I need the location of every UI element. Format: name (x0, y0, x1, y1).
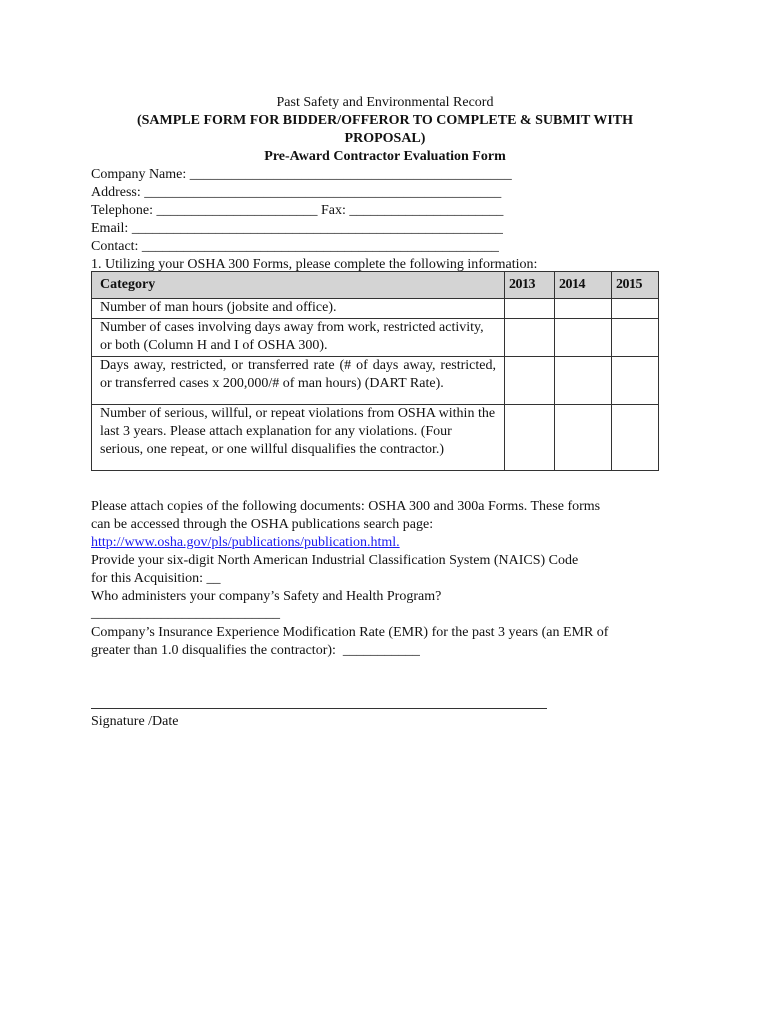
email-field[interactable]: Email: _____________________________________________________ (91, 221, 503, 236)
naics-prompt-line2[interactable]: for this Acquisition: __ (91, 571, 221, 586)
safety-program-question: Who administers your company’s Safety and Health Program? (91, 589, 442, 604)
contact-field[interactable]: Contact: ___________________________________________________ (91, 239, 499, 254)
table-row (92, 357, 659, 405)
osha-table (91, 271, 659, 471)
cell-input-2013[interactable] (505, 319, 555, 357)
cell-input-2014[interactable] (555, 299, 612, 319)
cell-input-2015[interactable] (612, 299, 659, 319)
header-2015: 2015 (612, 272, 659, 299)
question-1: 1. Utilizing your OSHA 300 Forms, please complete the following information: (91, 257, 538, 272)
table-row (92, 319, 659, 357)
telephone-fax-field[interactable]: Telephone: _______________________ Fax: ______________________ (91, 203, 504, 218)
document-title: Past Safety and Environmental Record (276, 95, 494, 110)
emr-prompt-line2[interactable]: greater than 1.0 disqualifies the contractor): ___________ (91, 643, 420, 658)
row-dart-rate: Days away, restricted, or transferred rate (# of days away, restricted, or transferred cases x 200,000/# of man hours) (DART Rate). (92, 357, 505, 405)
header-2013: 2013 (505, 272, 555, 299)
cell-input-2015[interactable] (612, 405, 659, 471)
table-row (92, 299, 659, 319)
cell-input-2015[interactable] (612, 319, 659, 357)
table-row (92, 405, 659, 471)
document-subtitle-line2: PROPOSAL) (344, 131, 426, 146)
row-man-hours: Number of man hours (jobsite and office). (92, 299, 505, 319)
cell-input-2013[interactable] (505, 357, 555, 405)
attach-instructions-line1: Please attach copies of the following documents: OSHA 300 and 300a Forms. These forms (91, 499, 601, 514)
row-violations: Number of serious, willful, or repeat violations from OSHA within the last 3 years. Please attach explanation for any violations. (Four serious, one repeat, or one willful disqualifies the contractor.) (92, 405, 505, 471)
cell-input-2014[interactable] (555, 357, 612, 405)
signature-line[interactable] (91, 708, 547, 709)
company-name-field[interactable]: Company Name: ______________________________________________ (91, 167, 512, 182)
safety-program-answer-line[interactable]: ___________________________ (91, 606, 280, 621)
attach-instructions-line2: can be accessed through the OSHA publications search page: (91, 517, 434, 532)
form-title: Pre-Award Contractor Evaluation Form (264, 149, 506, 164)
signature-date-label: Signature /Date (91, 714, 179, 729)
header-category: Category (92, 272, 505, 299)
address-field[interactable]: Address: ___________________________________________________ (91, 185, 502, 200)
naics-prompt-line1: Provide your six-digit North American Industrial Classification System (NAICS) Code (91, 553, 579, 568)
header-2014: 2014 (555, 272, 612, 299)
osha-publications-link[interactable]: http://www.osha.gov/pls/publications/publication.html. (91, 535, 400, 550)
row-cases-days-away: Number of cases involving days away from work, restricted activity, or both (Column H and I of OSHA 300). (92, 319, 505, 357)
cell-input-2014[interactable] (555, 319, 612, 357)
table-header-row (92, 272, 659, 299)
cell-input-2013[interactable] (505, 299, 555, 319)
cell-input-2015[interactable] (612, 357, 659, 405)
cell-input-2013[interactable] (505, 405, 555, 471)
document-subtitle-line1: (SAMPLE FORM FOR BIDDER/OFFEROR TO COMPLETE & SUBMIT WITH (136, 113, 633, 128)
emr-prompt-line1: Company’s Insurance Experience Modification Rate (EMR) for the past 3 years (an EMR of (91, 625, 609, 640)
cell-input-2014[interactable] (555, 405, 612, 471)
